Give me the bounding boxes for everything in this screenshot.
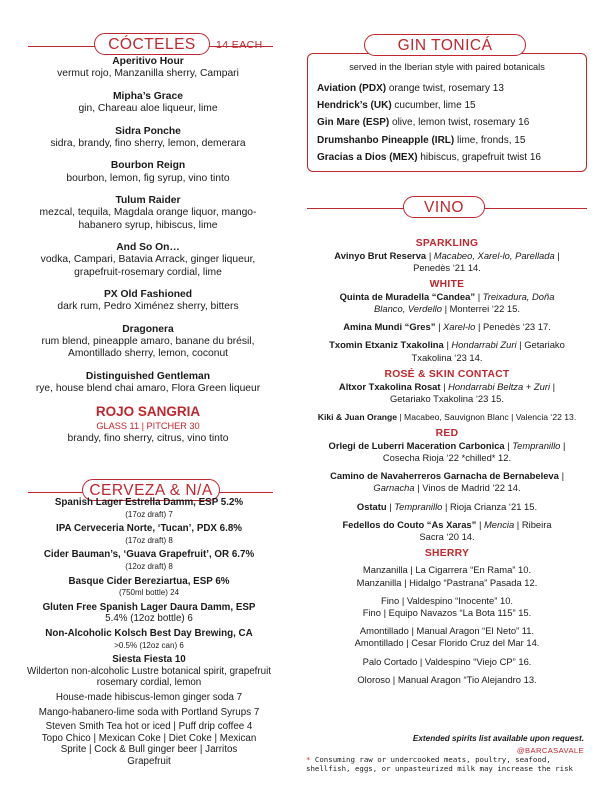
- wine-item: [302, 470, 592, 494]
- wine-item: [302, 501, 592, 513]
- beer-detail: (750ml bottle) 24: [118, 588, 180, 598]
- gin-desc: olive, lemon twist, rosemary 16: [389, 117, 530, 129]
- beer-line: Gluten Free Spanish Lager Daura Damm, ESP: [42, 601, 256, 613]
- disclaimer-text: Consuming raw or undercooked meats, poultry, seafood, shellfish, eggs, or unpasteurized milk may increase the risk: [306, 755, 573, 773]
- cocktail-name: Tulum Raider: [115, 195, 181, 207]
- cocktail-name: Dragonera: [122, 323, 174, 335]
- wine-name: Altxor Txakolina Rosat: [338, 381, 441, 393]
- wine-grape: | Macabeo, Xarel-lo, Parellada |: [426, 250, 560, 262]
- wine-region: Penedès ‘21 14.: [413, 262, 481, 274]
- wine-item: [302, 291, 592, 315]
- vino-title: VINO: [424, 199, 464, 216]
- beer-detail: (17oz draft) 7: [125, 509, 173, 519]
- wine-grape: | Mencia: [476, 518, 515, 530]
- cocktail-desc: bourbon, lemon, fig syrup, vino tinto: [66, 172, 230, 184]
- gin-item: [317, 114, 585, 131]
- wine-grape: | Xarel-lo: [435, 321, 476, 333]
- cocktail-desc: rum blend, pineapple amaro, banane du brésil, Amontillado sherry, lemon, coconut: [41, 336, 255, 360]
- beer-item: [24, 497, 274, 520]
- gin-name: Gracias a Dios (MEX): [317, 151, 418, 163]
- cocktail-item: [28, 371, 268, 395]
- beer-item: [24, 549, 274, 572]
- cocteles-heading: [94, 33, 210, 55]
- beer-item: [24, 576, 274, 599]
- wine-grape: | Macabeo, Sauvignon Blanc: [397, 412, 509, 423]
- cocktail-desc: vodka, Campari, Batavia Arrack, ginger liqueur, grapefruit-rosemary cordial, lime: [40, 254, 256, 278]
- sherry-item: [302, 595, 592, 619]
- wine-item: [302, 321, 592, 333]
- wine-region: | Cosecha Rioja ‘22 *chilled* 12.: [382, 439, 566, 464]
- beer-line: Siesta Fiesta 10: [112, 654, 186, 666]
- gin-item: [317, 149, 585, 166]
- sherry-item: [302, 564, 592, 588]
- wine-grape: | Tempranillo: [386, 500, 443, 512]
- wine-item: [302, 381, 592, 405]
- gin-desc: hibiscus, grapefruit twist 16: [417, 151, 541, 163]
- gin-title: GIN TONICÁ: [397, 37, 493, 54]
- cocktail-desc: rye, house blend chai amaro, Flora Green liqueur: [35, 383, 261, 395]
- wine-name: Fedellos do Couto “As Xaras”: [342, 518, 477, 530]
- gin-name: Gin Mare (ESP): [317, 117, 390, 129]
- beer-line: Mango-habanero-lime soda with Portland Syrups 7: [38, 706, 260, 718]
- cocktail-name: Distinguished Gentleman: [85, 370, 211, 382]
- beer-line: IPA Cerveceria Norte, ‘Tucan’, PDX 6.8%: [55, 523, 243, 535]
- cocktail-desc: mezcal, tequila, Magdala orange liquor, mango-habanero syrup, hibiscus, lime: [39, 207, 257, 231]
- beer-line: Steven Smith Tea hot or iced | Puff drip coffee 4: [45, 721, 253, 733]
- wine-name: Quinta de Muradella “Candea”: [339, 290, 476, 302]
- wine-name: Camino de Navaherreros Garnacha de Bernabeleva: [330, 470, 559, 482]
- beer-detail: (12oz draft) 8: [125, 561, 173, 571]
- sangria-desc: brandy, fino sherry, citrus, vino tinto: [67, 432, 229, 444]
- beer-item: [24, 707, 274, 719]
- sherry-heading: SHERRY: [424, 548, 470, 560]
- cocteles-price-note: 14 EACH: [216, 39, 263, 51]
- sherry-line: Manzanilla | Hidalgo “Pastrana” Pasada 12.: [356, 576, 538, 588]
- cocktail-item: [28, 160, 268, 184]
- wine-region: | Penedès ‘23 17.: [475, 321, 551, 333]
- cocteles-title: CÓCTELES: [108, 36, 196, 53]
- cocktail-name: Bourbon Reign: [110, 160, 186, 172]
- beer-item: [24, 523, 274, 546]
- disclaimer: [306, 755, 586, 773]
- wine-item: [302, 519, 592, 543]
- wine-grape: | Hondarrabi Beltza + Zuri: [440, 381, 551, 393]
- wine-region: | Rioja Crianza ‘21 15.: [442, 500, 538, 512]
- wine-region: | Vinos de Madrid ‘22 14.: [414, 482, 521, 494]
- sherry-item: [302, 625, 592, 649]
- cocktail-item: [28, 324, 268, 361]
- sangria-item: [28, 404, 268, 445]
- gin-name: Drumshanbo Pineapple (IRL): [317, 134, 455, 146]
- cocktail-item: [28, 91, 268, 115]
- red-heading: RED: [435, 427, 459, 439]
- wine-name: Txomin Etxaniz Txakolina: [329, 339, 444, 351]
- wine-item: [302, 339, 592, 363]
- gin-name: Hendrick’s (UK): [317, 100, 392, 112]
- extended-spirits-note: Extended spirits list available upon request.: [412, 734, 584, 743]
- wine-region: | Valencia ‘22 13.: [508, 412, 577, 423]
- sparkling-heading: SPARKLING: [415, 238, 479, 249]
- cocktail-name: Sidra Ponche: [115, 125, 181, 137]
- beer-line: Cider Bauman’s, ‘Guava Grapefruit’, OR 6.7%: [43, 549, 255, 561]
- gin-item: [317, 132, 585, 149]
- cocktail-list: [28, 56, 268, 445]
- gin-name: Aviation (PDX): [317, 83, 387, 94]
- sherry-item: [302, 656, 592, 668]
- beer-line: House-made hibiscus-lemon ginger soda 7: [55, 691, 243, 703]
- wine-name: Orlegi de Luberri Maceration Carbonica: [328, 439, 505, 451]
- sherry-line: Manzanilla | La Cigarrera “En Rama” 10.: [362, 564, 532, 576]
- wine-name: Ostatu: [356, 500, 387, 512]
- cocktail-desc: vermut rojo, Manzanilla sherry, Campari: [57, 68, 239, 80]
- sherry-line: Oloroso | Manual Aragon “Tio Alejandro 13.: [357, 673, 537, 685]
- beer-detail: (17oz draft) 8: [125, 535, 173, 545]
- beer-item: [24, 654, 274, 689]
- gin-intro: served in the Iberian style with paired botanicals: [349, 62, 545, 72]
- cocktail-item: [28, 56, 268, 80]
- disclaimer-star: *: [306, 755, 311, 764]
- gin-list: [317, 80, 585, 166]
- wine-item: [302, 440, 592, 464]
- beer-line: Non-Alcoholic Kolsch Best Day Brewing, CA: [45, 627, 253, 639]
- beer-line: Basque Cider Bereziartua, ESP 6%: [68, 575, 230, 587]
- cocktail-name: Mipha’s Grace: [112, 90, 183, 102]
- beer-detail: Wilderton non-alcoholic Lustre botanical spirit, grapefruit rosemary cordial, lemon: [27, 665, 271, 689]
- vino-heading: [403, 196, 485, 218]
- cocktail-item: [28, 126, 268, 150]
- cocktail-name: And So On…: [116, 242, 180, 254]
- beer-item: [24, 602, 274, 625]
- beer-detail: Topo Chico | Mexican Coke | Diet Coke | Mexican Sprite | Cock & Bull ginger beer | Jarritos Grapefruit: [41, 732, 257, 767]
- wine-list: [302, 238, 592, 686]
- wine-item: [302, 411, 592, 423]
- wine-grape: | Treixadura, Doña Blanco, Verdello: [374, 290, 555, 315]
- sherry-line: Amontillado | Cesar Florido Cruz del Mar 14.: [354, 637, 540, 649]
- cocktail-name: PX Old Fashioned: [103, 289, 193, 301]
- white-heading: WHITE: [429, 278, 465, 290]
- beer-item: [24, 721, 274, 767]
- wine-name: Amina Mundi “Gres”: [343, 321, 436, 333]
- beer-detail: >0.5% (12oz can) 6: [114, 640, 184, 650]
- cocktail-name: Aperitivo Hour: [112, 56, 184, 67]
- wine-item: [302, 250, 592, 274]
- gin-item: [317, 80, 585, 97]
- sherry-line: Fino | Valdespino “Inocente” 10.: [380, 594, 514, 606]
- beer-detail: 5.4% (12oz bottle) 6: [105, 613, 193, 625]
- sherry-line: Amontillado | Manual Aragon “El Neto” 11.: [359, 625, 535, 637]
- cerveza-list: [24, 497, 274, 767]
- wine-region: | Getariako Txakolina ‘23 14.: [411, 339, 565, 363]
- wine-name: Avinyo Brut Reserva: [334, 250, 427, 262]
- beer-item: [24, 628, 274, 651]
- wine-grape: | Hondarrabi Zuri: [443, 339, 517, 351]
- sherry-item: [302, 674, 592, 686]
- instagram-handle: @BARCASAVALE: [516, 746, 584, 755]
- sherry-line: Fino | Equipo Navazos “La Bota 115” 15.: [362, 607, 532, 619]
- cerveza-title: CERVEZA & N/A: [89, 482, 213, 499]
- cocktail-item: [28, 242, 268, 279]
- rose-heading: ROSÉ & SKIN CONTACT: [384, 368, 510, 380]
- wine-grape: | Tempranillo: [504, 439, 561, 451]
- gin-desc: lime, fronds, 15: [454, 134, 526, 146]
- wine-region: | Getariako Txakolina ‘23 15.: [390, 381, 556, 405]
- sherry-line: Palo Cortado | Valdespino “Viejo CP” 16.: [362, 655, 532, 667]
- sangria-name: ROJO SANGRIA: [95, 403, 201, 419]
- gin-item: [317, 97, 585, 114]
- cocktail-desc: gin, Chareau aloe liqueur, lime: [78, 103, 218, 114]
- cocktail-item: [28, 195, 268, 232]
- gin-desc: orange twist, rosemary 13: [386, 83, 504, 94]
- wine-region: | Monterrei ‘22 15.: [441, 303, 520, 315]
- sangria-price: GLASS 11 | PITCHER 30: [96, 420, 200, 431]
- cocktail-item: [28, 289, 268, 313]
- beer-item: [24, 692, 274, 704]
- cocktail-desc: dark rum, Pedro Ximénez sherry, bitters: [57, 301, 239, 313]
- cocktail-desc: sidra, brandy, fino sherry, lemon, demerara: [50, 137, 246, 149]
- wine-name: Kiki & Juan Orange: [317, 412, 398, 423]
- beer-line: Spanish Lager Estrella Damm, ESP 5.2%: [54, 497, 244, 508]
- gin-desc: cucumber, lime 15: [391, 100, 476, 112]
- gin-heading: [364, 34, 526, 56]
- wine-grape: | Garnacha: [373, 470, 564, 494]
- wine-region: | Ribeira Sacra ‘20 14.: [419, 518, 552, 543]
